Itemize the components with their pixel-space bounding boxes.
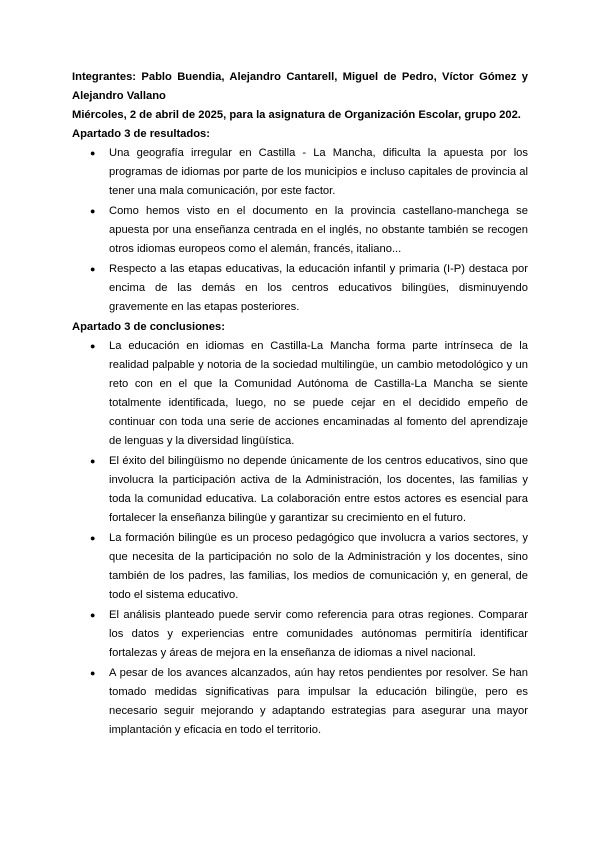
results-heading: Apartado 3 de resultados: <box>72 128 211 140</box>
conclusions-heading: Apartado 3 de conclusiones: <box>72 321 225 333</box>
conclusions-item-text: La formación bilingüe es un proceso pedagógico que involucra a varios sectores, y que necesita de la participación no solo de la Administración y los docentes, sino también de los padres, las familias, los medios de comunicación y, en general, de todo el sistema educativo. <box>109 532 528 601</box>
conclusions-list <box>72 337 528 740</box>
conclusions-item-text: La educación en idiomas en Castilla-La Mancha forma parte intrínseca de la realidad palpable y notoria de la sociedad multilingüe, un cambio metodológico y un reto con en el que la Comunidad Autónoma de Castilla-La Mancha se siente totalmente identificada, luego, no se puede cejar en el decidido empeño de continuar con toda una serie de acciones encaminadas al fomento del aprendizaje de lenguas y la diversidad lingüística. <box>109 340 528 447</box>
results-item-text: Respecto a las etapas educativas, la educación infantil y primaria (I-P) destaca por encima de las demás en los centros educativos bilingües, disminuyendo gravemente en las etapas posteriores. <box>109 263 528 313</box>
conclusions-item <box>72 337 528 451</box>
conclusions-item <box>72 529 528 605</box>
results-list <box>72 144 528 317</box>
conclusions-item-text: El análisis planteado puede servir como referencia para otras regiones. Comparar los datos y experiencias entre comunidades autónomas permitiría identificar fortalezas y áreas de mejora en la enseñanza de idiomas a nivel nacional. <box>109 609 528 659</box>
bullet-icon: ● <box>90 341 96 351</box>
bullet-icon: ● <box>90 206 96 216</box>
conclusions-item <box>72 452 528 528</box>
conclusions-item-text: El éxito del bilingüismo no depende únicamente de los centros educativos, sino que involucra la participación activa de la Administración, los docentes, las familias y toda la comunidad educativa. La colaboración entre estos actores es esencial para fortalecer la enseñanza bilingüe y garantizar su crecimiento en el futuro. <box>109 455 528 524</box>
results-item <box>72 202 528 259</box>
conclusions-item-text: A pesar de los avances alcanzados, aún hay retos pendientes por resolver. Se han tomado medidas significativas para impulsar la educación bilingüe, pero es necesario seguir mejorando y adaptando estrategias para asegurar una mayor implantación y eficacia en todo el territorio. <box>109 667 528 736</box>
members-line: Integrantes: Pablo Buendia, Alejandro Cantarell, Miguel de Pedro, Víctor Gómez y Alejandro Vallano <box>72 71 528 102</box>
date-line: Miércoles, 2 de abril de 2025, para la asignatura de Organización Escolar, grupo 202. <box>72 109 521 121</box>
document-page <box>72 68 528 741</box>
results-item-text: Una geografía irregular en Castilla - La Mancha, dificulta la apuesta por los programas de idiomas por parte de los municipios e incluso capitales de provincia al tener una mala comunicación, por este factor. <box>109 147 528 197</box>
bullet-icon: ● <box>90 456 96 466</box>
results-item <box>72 144 528 201</box>
results-item <box>72 260 528 317</box>
bullet-icon: ● <box>90 533 96 543</box>
conclusions-item <box>72 606 528 663</box>
bullet-icon: ● <box>90 668 96 678</box>
bullet-icon: ● <box>90 610 96 620</box>
conclusions-item <box>72 664 528 740</box>
results-item-text: Como hemos visto en el documento en la provincia castellano-manchega se apuesta por una enseñanza centrada en el inglés, no obstante también se recogen otros idiomas europeos como el alemán, francés, italiano... <box>109 205 528 255</box>
bullet-icon: ● <box>90 264 96 274</box>
bullet-icon: ● <box>90 148 96 158</box>
